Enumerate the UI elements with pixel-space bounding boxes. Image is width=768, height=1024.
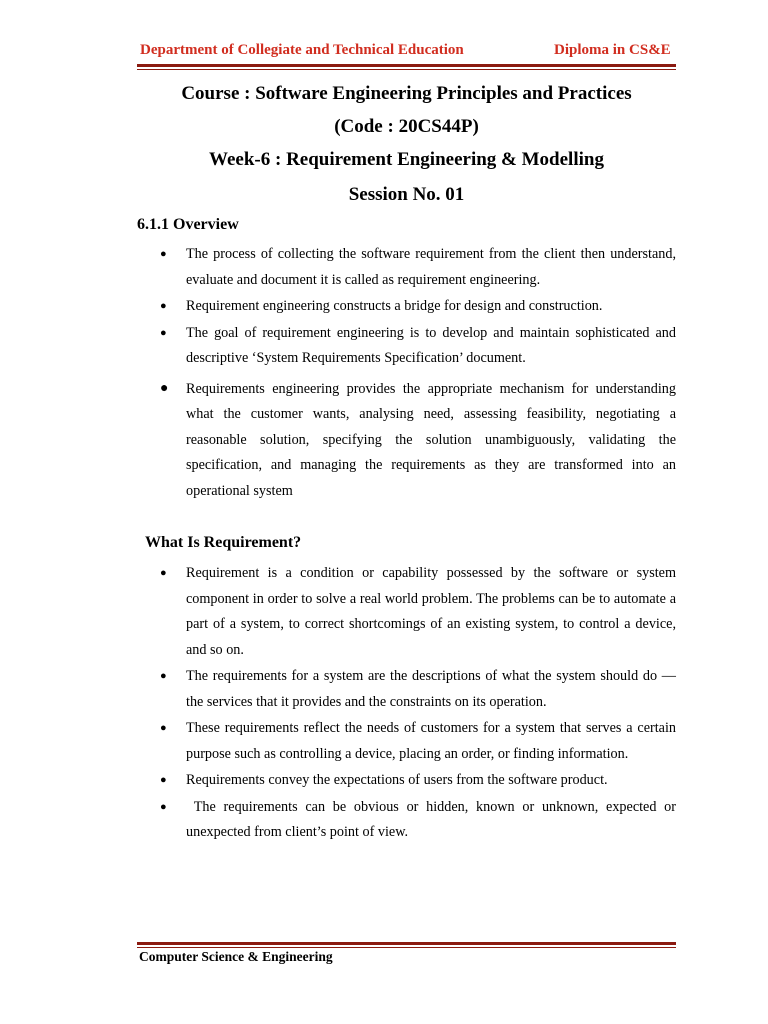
footer-rule (137, 942, 676, 945)
list-item: ● These requirements reflect the needs of customers for a system that serves a certain purpose such as controlling a device, placing an order, or finding information. (160, 716, 676, 767)
list-item: ● The requirements for a system are the descriptions of what the system should do — the services that it provides and the constraints on its operation. (160, 664, 676, 715)
bullet-icon: ● (160, 774, 167, 786)
overview-list (160, 242, 676, 505)
week-title: Week-6 : Requirement Engineering & Modelling (209, 149, 604, 170)
session-title: Session No. 01 (348, 184, 465, 205)
list-item: ● Requirement is a condition or capability possessed by the software or system component in order to solve a real world problem. The problems can be to automate a part of a system, to correct shortcomings of an existing system, to control a device, and so on. (160, 561, 676, 663)
bullet-icon: ● (160, 326, 167, 339)
list-item: ● The process of collecting the software requirement from the client then understand, evaluate and document it is called as requirement engineering. (160, 242, 676, 293)
bullet-icon: ● (160, 800, 167, 813)
course-code: (Code : 20CS44P) (334, 116, 479, 137)
bullet-icon: ● (160, 248, 167, 260)
header-rule-thin (137, 69, 676, 70)
bullet-icon: ● (160, 722, 167, 734)
list-item: ● Requirements engineering provides the appropriate mechanism for understanding what the customer wants, analysing need, assessing feasibility, negotiating a reasonable solution, specifying the solution unambiguously, validating the specification, and managing the requirements as they are transformed into an operational system (160, 377, 676, 505)
bullet-icon: ● (160, 380, 169, 396)
footer-rule-thin (137, 947, 676, 948)
header-department: Department of Collegiate and Technical Education (140, 42, 464, 58)
list-item: ● The requirements can be obvious or hidden, known or unknown, expected or unexpected from client’s point of view. (160, 795, 676, 846)
requirement-list (160, 561, 680, 847)
list-item: ● Requirements convey the expectations of users from the software product. (160, 768, 676, 794)
bullet-icon: ● (160, 670, 167, 682)
header-program: Diploma in CS&E (554, 42, 671, 58)
list-item: ● Requirement engineering constructs a bridge for design and construction. (160, 294, 676, 320)
list-item: ● The goal of requirement engineering is to develop and maintain sophisticated and descriptive ‘System Requirements Specification’ document. (160, 321, 676, 372)
requirement-heading: What Is Requirement? (145, 534, 302, 551)
bullet-icon: ● (160, 567, 167, 579)
header-rule (137, 64, 676, 67)
footer-text: Computer Science & Engineering (139, 949, 333, 964)
bullet-icon: ● (160, 300, 167, 312)
overview-heading: 6.1.1 Overview (137, 216, 239, 233)
course-title: Course : Software Engineering Principles and Practices (181, 83, 632, 104)
